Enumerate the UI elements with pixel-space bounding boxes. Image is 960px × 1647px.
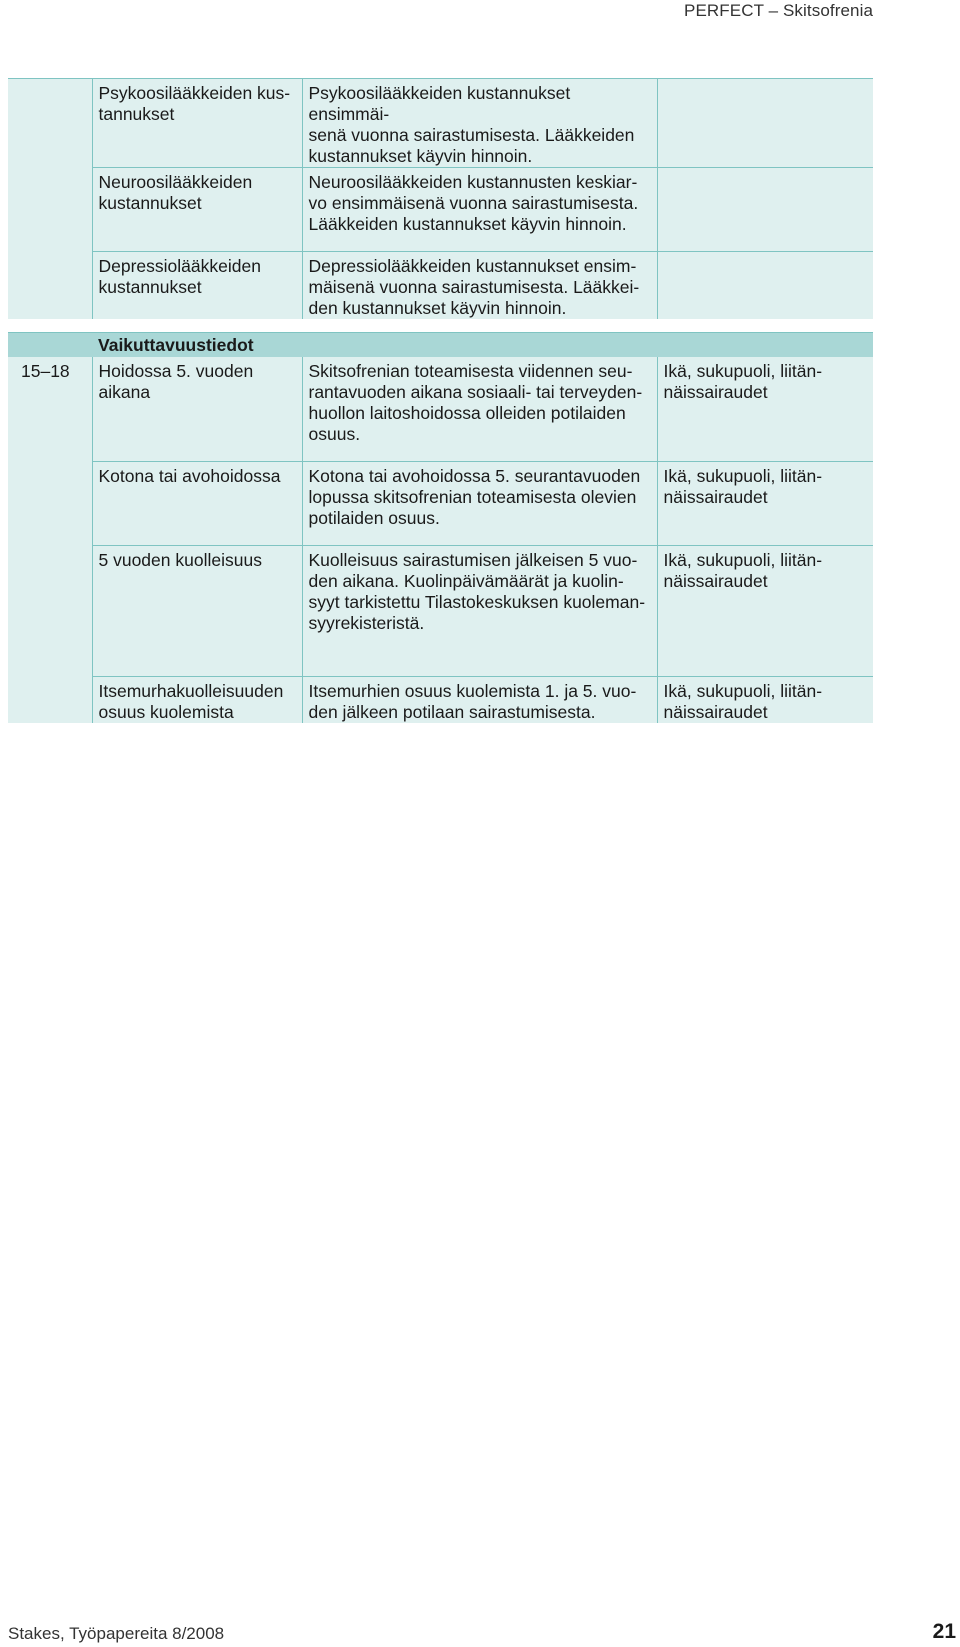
page-number: 21 (932, 1620, 956, 1643)
adjustment-cell (657, 79, 873, 168)
indicator-name-cell: Neuroosilääkkeiden kustannukset (92, 168, 302, 252)
row-spacer (8, 319, 873, 332)
definition-cell: Kotona tai avohoidossa 5. seurantavuoden lopussa skitsofrenian toteamisesta olevien potilaiden osuus. (302, 462, 657, 546)
adjustment-cell: Ikä, sukupuoli, liitän- näissairaudet (657, 462, 873, 546)
running-head: PERFECT – Skitsofrenia (684, 1, 873, 20)
table-row (8, 462, 873, 546)
row-id-cell (8, 168, 92, 252)
definition-cell: Psykoosilääkkeiden kustannukset ensimmäi- senä vuonna sairastumisesta. Lääkkeiden kustannukset käyvin hinnoin. (302, 79, 657, 168)
definition-cell: Skitsofrenian toteamisesta viidennen seu- rantavuoden aikana sosiaali- tai terveyden- huollon laitoshoidossa olleiden potilaiden osuus. (302, 357, 657, 462)
adjustment-cell: Ikä, sukupuoli, liitän- näissairaudet (657, 357, 873, 462)
definition-cell: Itsemurhien osuus kuolemista 1. ja 5. vuo- den jälkeen potilaan sairastumisesta. (302, 677, 657, 724)
definition-cell: Depressiolääkkeiden kustannukset ensim- mäisenä vuonna sairastumisesta. Lääkkei- den kustannukset käyvin hinnoin. (302, 252, 657, 320)
row-id-cell (8, 252, 92, 320)
publication-footer: Stakes, Työpapereita 8/2008 (8, 1624, 225, 1643)
indicator-name-cell: Depressiolääkkeiden kustannukset (92, 252, 302, 320)
indicator-table (8, 78, 873, 723)
row-id-cell (8, 546, 92, 677)
table-row (8, 357, 873, 462)
table-row (8, 546, 873, 677)
indicator-name-cell: Hoidossa 5. vuoden aikana (92, 357, 302, 462)
indicator-name-cell: Itsemurhakuolleisuuden osuus kuolemista (92, 677, 302, 724)
table-row (8, 79, 873, 168)
table-row (8, 677, 873, 724)
table-row (8, 168, 873, 252)
definition-cell: Neuroosilääkkeiden kustannusten keskiar- vo ensimmäisenä vuonna sairastumisesta. Lääkkeiden kustannukset käyvin hinnoin. (302, 168, 657, 252)
indicator-name-cell: 5 vuoden kuolleisuus (92, 546, 302, 677)
definition-cell: Kuolleisuus sairastumisen jälkeisen 5 vuo- den aikana. Kuolinpäivämäärät ja kuolin- syyt tarkistettu Tilastokeskuksen kuoleman- syyrekisteristä. (302, 546, 657, 677)
adjustment-cell: Ikä, sukupuoli, liitän- näissairaudet (657, 677, 873, 724)
section-header-row (8, 332, 873, 357)
table-row (8, 252, 873, 320)
row-id-cell: 15–18 (8, 357, 92, 462)
indicator-name-cell: Psykoosilääkkeiden kus- tannukset (92, 79, 302, 168)
row-id-cell (8, 79, 92, 168)
row-id-cell (8, 462, 92, 546)
adjustment-cell: Ikä, sukupuoli, liitän- näissairaudet (657, 546, 873, 677)
adjustment-cell (657, 168, 873, 252)
indicator-name-cell: Kotona tai avohoidossa (92, 462, 302, 546)
row-id-cell (8, 677, 92, 724)
section-title: Vaikuttavuustiedot (92, 332, 873, 357)
adjustment-cell (657, 252, 873, 320)
